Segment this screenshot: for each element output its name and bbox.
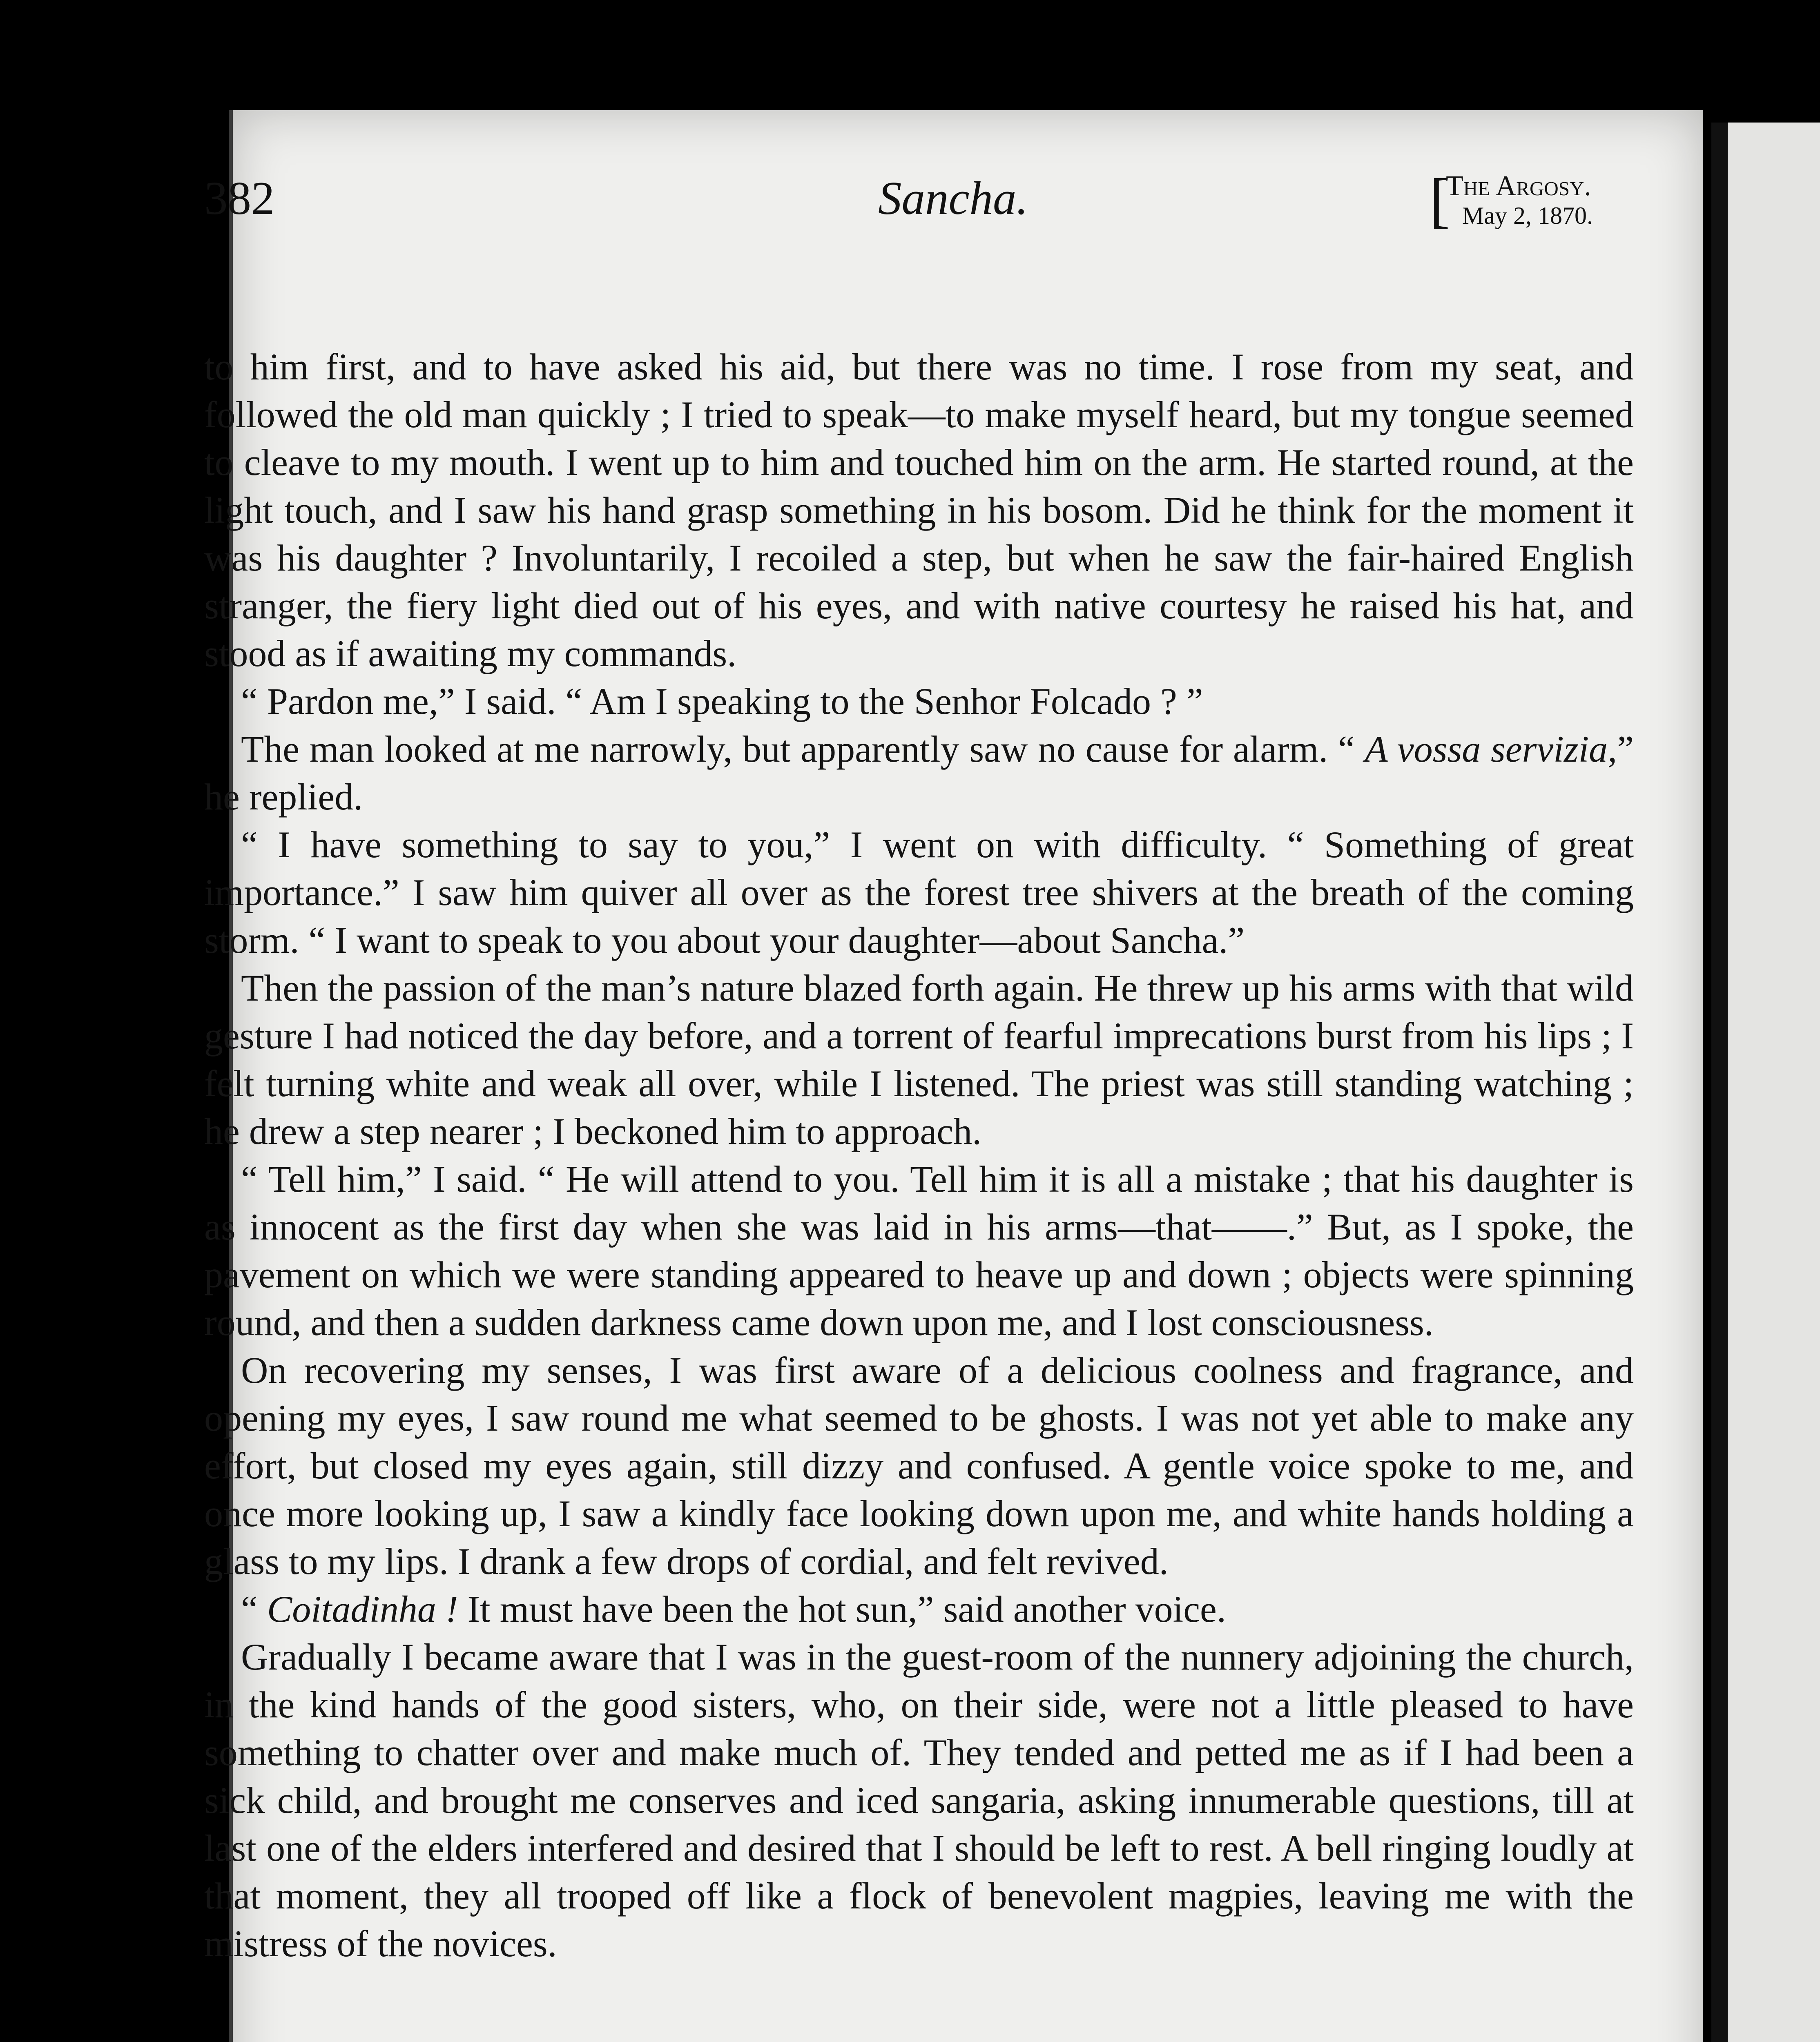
bracket-glyph: [: [1430, 166, 1450, 234]
paragraph-6: “ Tell him,” I said. “ He will attend to you. Tell him it is all a mistake ; that his daughter is as innocent as the first day when she was laid in his arms—that——.” But, as I spoke, the pavement on which we were standing appeared to heave up and down ; objects were spinning round, and then a sudden darkness came down upon me, and I lost consciousness.: [204, 1158, 1634, 1343]
paragraph-8-italic: Coitadinha !: [267, 1588, 458, 1630]
paragraph-4: “ I have something to say to you,” I went on with difficulty. “ Something of great importance.” I saw him quiver all over as the forest tree shivers at the breath of the coming storm. “ I want to speak to you about your daughter—about Sancha.”: [204, 824, 1634, 961]
running-title: Sancha.: [878, 172, 1028, 224]
body-text: [204, 343, 1634, 1968]
journal-name: The Argosy.: [1446, 170, 1591, 202]
paragraph-7: On recovering my senses, I was first aware of a delicious coolness and fragrance, and opening my eyes, I saw round me what seemed to be ghosts. I was not yet able to make any effort, but closed my eyes again, still dizzy and confused. A gentle voice spoke to me, and once more looking up, I saw a kindly face looking down upon me, and white hands holding a glass to my lips. I drank a few drops of cordial, and felt revived.: [204, 1349, 1634, 1582]
paragraph-3-italic: A vossa servizia,: [1365, 728, 1617, 770]
page-header: [204, 166, 1634, 278]
paragraph-8-before: “: [241, 1588, 267, 1630]
paragraph-2: “ Pardon me,” I said. “ Am I speaking to the Senhor Folcado ? ”: [241, 680, 1203, 722]
paragraph-5: Then the passion of the man’s nature blazed forth again. He threw up his arms with that wild gesture I had noticed the day before, and a torrent of fearful imprecations burst from his lips ; I felt turning white and weak all over, while I listened. The priest was still standing watching ; he drew a step nearer ; I beckoned him to approach.: [204, 967, 1634, 1152]
paragraph-3: [204, 725, 1634, 821]
page-number: 382: [204, 172, 275, 224]
paragraph-3-after: ” he replied.: [204, 728, 1634, 818]
journal-date: May 2, 1870.: [1462, 202, 1593, 229]
paragraph-8-after: It must have been the hot sun,” said another voice.: [458, 1588, 1226, 1630]
journal-reference: [1430, 166, 1593, 234]
paragraph-8: [204, 1585, 1634, 1633]
adjacent-page-edge: [1711, 123, 1820, 2042]
paragraph-3-before: The man looked at me narrowly, but apparently saw no cause for alarm. “: [241, 728, 1365, 770]
paragraph-1: to him first, and to have asked his aid, but there was no time. I rose from my seat, and followed the old man quickly ; I tried to speak—to make myself heard, but my tongue seemed to cleave to my mouth. I went up to him and touched him on the arm. He started round, at the light touch, and I saw his hand grasp something in his bosom. Did he think for the moment it was his daughter ? Involuntarily, I recoiled a step, but when he saw the fair-haired English stranger, the fiery light died out of his eyes, and with native courtesy he raised his hat, and stood as if awaiting my commands.: [204, 346, 1634, 674]
paragraph-9: Gradually I became aware that I was in the guest-room of the nunnery adjoining the church, in the kind hands of the good sisters, who, on their side, were not a little pleased to have something to chatter over and make much of. They tended and petted me as if I had been a sick child, and brought me conserves and iced sangaria, asking innumerable questions, till at last one of the elders interfered and desired that I should be left to rest. A bell ringing loudly at that moment, they all trooped off like a flock of benevolent magpies, leaving me with the mistress of the novices.: [204, 1636, 1634, 1964]
